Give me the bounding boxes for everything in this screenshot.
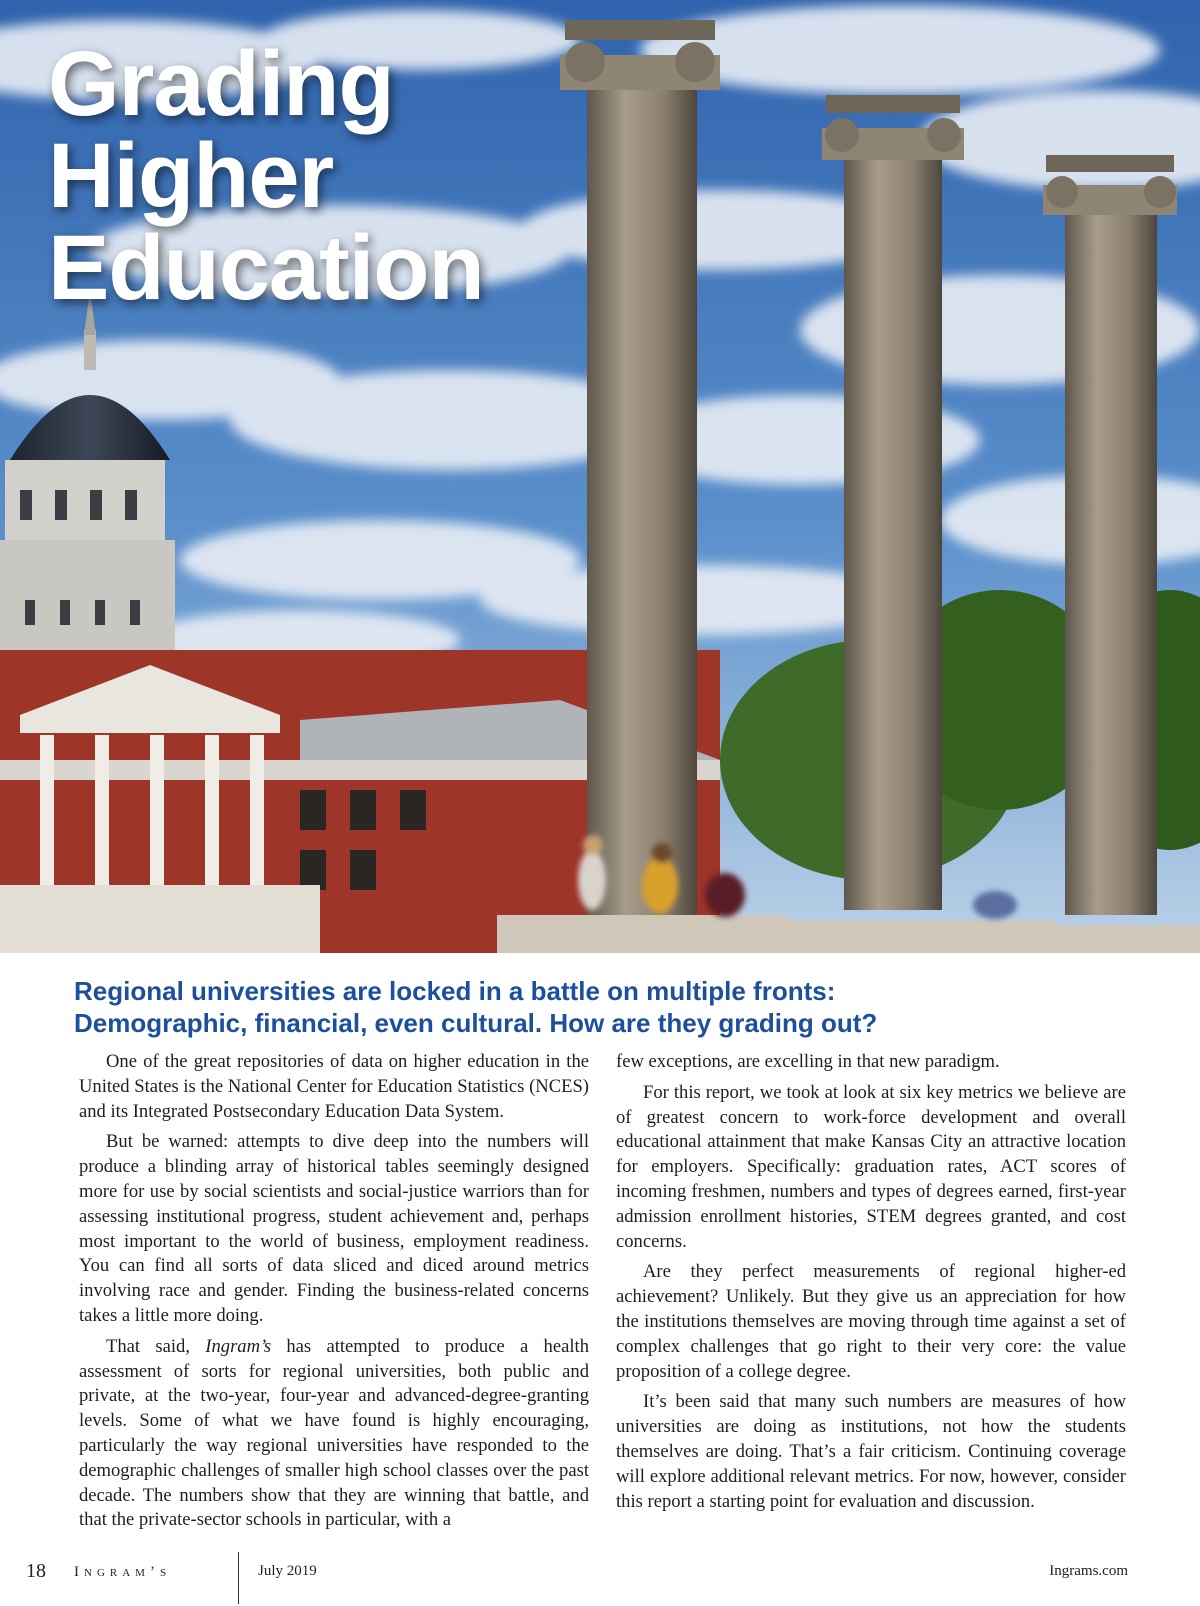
deck-line-1: Regional universities are locked in a battle on multiple fronts: [74,976,836,1006]
body-column-left [79,1050,589,1539]
website-link[interactable]: Ingrams.com [1049,1563,1128,1579]
paragraph-lead: That said, [106,1335,206,1357]
paragraph: Are they perfect measurements of regional higher-ed achievement? Unlikely. But they give us an appreciation for how the institutions themselves are moving through time against a set of complex challenges that go right to their very core: the value proposition of a college degree. [616,1261,1126,1382]
paragraph: One of the great repositories of data on higher education in the United States is the National Center for Education Statistics (NCES) and its Integrated Postsecondary Education Data System. [79,1051,589,1122]
title-line-1: Grading [48,33,394,135]
magazine-name: Ingram’s [74,1564,172,1580]
body-column-right [616,1050,1126,1520]
magazine-name-italic: Ingram’s [205,1335,272,1357]
footer-divider [238,1552,239,1604]
article-title [48,33,484,319]
page-footer [0,1560,1200,1606]
paragraph: For this report, we took at look at six key metrics we believe are of greatest concern to work-force development and overall educational attainment that make Kansas City an attractive location for employers. Specifically: graduation rates, ACT scores of incoming freshmen, numbers and types of degrees earned, first-year admission enrollment histories, STEM degrees granted, and cost concerns. [616,1081,1126,1252]
title-line-2: Higher [48,125,334,227]
paragraph: But be warned: attempts to dive deep into the numbers will produce a blinding array of historical tables seemingly designed more for use by social scientists and social-justice warriors than for assessing institutional progress, student achievement and, perhaps most important to the world of business, employment readiness. You can find all sorts of data sliced and diced around metrics involving race and gender. Finding the business-related concerns takes a little more doing. [79,1131,589,1326]
title-line-3: Education [48,217,484,319]
issue-date: July 2019 [258,1563,317,1579]
paragraph-rest: has attempted to produce a health assessment of sorts for regional universities, both public and private, at the two-year, four-year and advanced-degree-granting levels. Some of what we have found is highly encouraging, particularly the way regional universities have responded to the demographic challenges of smaller high school classes over the past decade. The numbers show that they are winning that battle, and that the private-sector schools in particular, with a [79,1335,589,1531]
deck-line-2: Demographic, financial, even cultural. How are they grading out? [74,1008,878,1038]
paragraph: It’s been said that many such numbers are measures of how universities are doing as institutions, not how the students themselves are doing. That’s a fair criticism. Continuing coverage will explore additional relevant metrics. For now, however, consider this report a starting point for evaluation and discussion. [616,1391,1126,1512]
paragraph-continued: few exceptions, are excelling in that new paradigm. [616,1051,1000,1072]
paragraph [79,1335,589,1533]
page-number: 18 [26,1560,46,1582]
article-deck [74,975,1154,1039]
